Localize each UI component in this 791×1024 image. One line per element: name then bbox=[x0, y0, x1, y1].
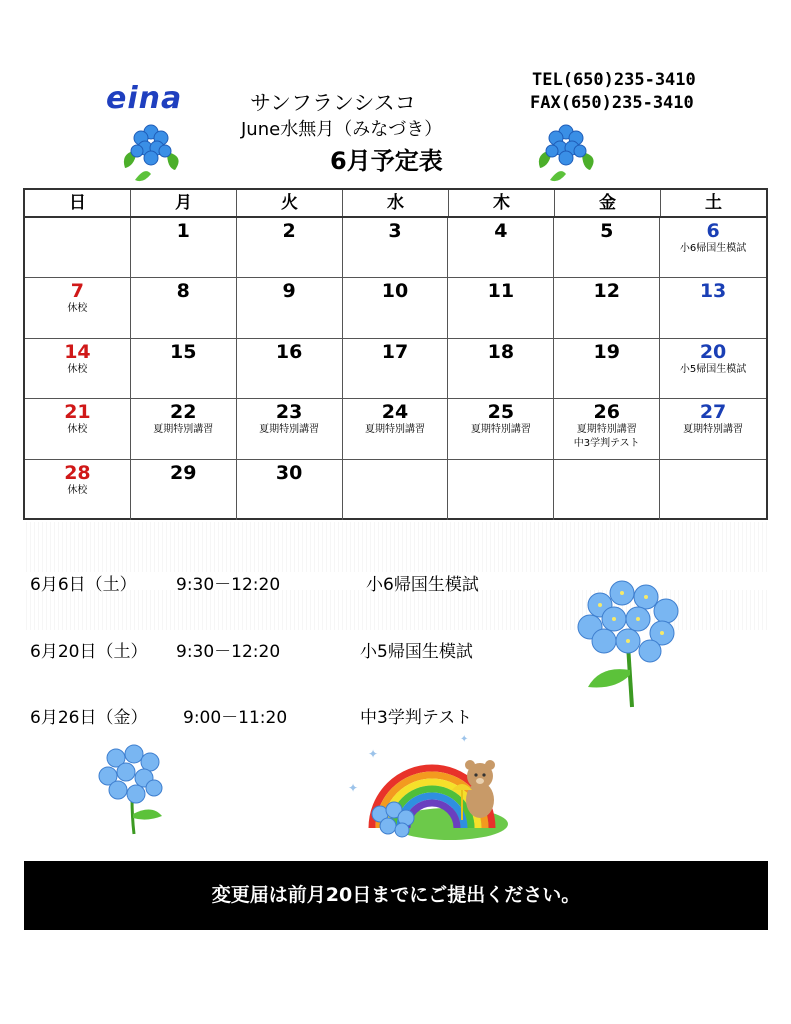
hydrangea-icon bbox=[115, 118, 187, 188]
schedule-date: 6月20日（土） bbox=[30, 642, 148, 662]
calendar-event-note: 夏期特別講習 bbox=[470, 424, 531, 436]
calendar-day-number: 24 bbox=[381, 401, 409, 424]
calendar-day-cell bbox=[554, 339, 660, 399]
calendar-day-number: 7 bbox=[70, 280, 85, 303]
footer-notice: 変更届は前月20日までにご提出ください。 bbox=[211, 884, 581, 906]
calendar-event-note: 休校 bbox=[67, 484, 88, 496]
schedule-time: 9:30－12:20 bbox=[176, 642, 281, 662]
calendar-day-cell bbox=[448, 399, 554, 459]
calendar-day-number: 1 bbox=[176, 220, 190, 242]
calendar-day-cell bbox=[660, 218, 766, 278]
calendar-day-number: 29 bbox=[170, 461, 197, 484]
calendar-event-note: 夏期特別講習 bbox=[259, 424, 320, 436]
calendar-day-number: 16 bbox=[275, 340, 303, 363]
calendar-day-cell bbox=[660, 460, 766, 520]
calendar-day-number: 11 bbox=[487, 280, 515, 303]
logo: eina bbox=[106, 81, 183, 116]
background-stripes bbox=[23, 522, 768, 572]
calendar-event-note: 休校 bbox=[67, 303, 88, 315]
calendar-table bbox=[23, 188, 768, 520]
calendar-day-number: 2 bbox=[282, 220, 296, 242]
calendar-event-note: 夏期特別講習 bbox=[364, 424, 425, 436]
school-name: サンフランシスコ bbox=[250, 91, 416, 115]
calendar-day-number: 3 bbox=[388, 220, 402, 242]
calendar-day-number: 18 bbox=[487, 340, 515, 363]
calendar-day-number: 27 bbox=[699, 401, 727, 424]
calendar-day-cell bbox=[237, 460, 343, 520]
calendar-event-note: 小6帰国生模試 bbox=[679, 243, 747, 254]
calendar-day-number: 17 bbox=[381, 340, 409, 363]
calendar-day-cell bbox=[237, 218, 343, 278]
svg-text:✦: ✦ bbox=[460, 734, 469, 745]
calendar-day-number: 5 bbox=[600, 220, 614, 242]
page-title: 6月予定表 bbox=[330, 147, 443, 175]
schedule-event: 中3学判テスト bbox=[360, 708, 473, 728]
calendar-event-note: 中3学判テスト bbox=[573, 438, 640, 450]
calendar-day-number: 26 bbox=[593, 401, 620, 424]
weekday-header: 水 bbox=[343, 190, 449, 216]
calendar-event-note: 休校 bbox=[67, 363, 88, 375]
calendar-day-cell bbox=[131, 339, 237, 399]
calendar-day-number: 21 bbox=[64, 401, 91, 424]
schedule-time: 9:30－12:20 bbox=[176, 575, 281, 595]
calendar-day-cell bbox=[448, 218, 554, 278]
calendar-day-cell bbox=[448, 339, 554, 399]
calendar-day-cell bbox=[343, 460, 449, 520]
calendar-day-cell bbox=[343, 278, 449, 338]
weekday-header: 金 bbox=[555, 190, 661, 216]
calendar-day-number: 12 bbox=[593, 280, 620, 303]
schedule-event: 小6帰国生模試 bbox=[366, 575, 479, 595]
weekday-header: 火 bbox=[237, 190, 343, 216]
calendar-day-number: 8 bbox=[176, 280, 190, 303]
schedule-event: 小5帰国生模試 bbox=[360, 642, 473, 662]
calendar-day-number: 20 bbox=[699, 340, 727, 363]
calendar-day-cell bbox=[25, 460, 131, 520]
calendar-event-note: 小5帰国生模試 bbox=[679, 363, 747, 375]
calendar-day-number: 23 bbox=[275, 401, 303, 424]
calendar-day-number: 22 bbox=[170, 401, 197, 424]
weekday-header: 木 bbox=[449, 190, 555, 216]
calendar-day-cell bbox=[448, 460, 554, 520]
calendar-day-number: 19 bbox=[593, 340, 620, 363]
calendar-day-number: 9 bbox=[282, 280, 296, 303]
weekday-header: 土 bbox=[705, 193, 722, 213]
fax-number: FAX(650)235-3410 bbox=[530, 93, 694, 113]
weekday-header: 日 bbox=[25, 190, 131, 216]
svg-text:✦: ✦ bbox=[368, 747, 379, 761]
calendar-day-number: 25 bbox=[487, 401, 515, 424]
rainbow-icon bbox=[340, 728, 510, 846]
calendar-day-cell bbox=[554, 218, 660, 278]
schedule-date: 6月6日（土） bbox=[30, 575, 137, 595]
calendar-day-cell bbox=[237, 278, 343, 338]
calendar-day-number: 15 bbox=[170, 340, 197, 363]
calendar-event-note: 夏期特別講習 bbox=[576, 424, 637, 436]
calendar-day-cell bbox=[25, 399, 131, 459]
calendar-day-cell bbox=[660, 399, 766, 459]
weekday-header: 月 bbox=[131, 190, 237, 216]
calendar-day-number: 10 bbox=[381, 280, 409, 303]
calendar-day-cell bbox=[343, 399, 449, 459]
calendar-day-cell bbox=[131, 460, 237, 520]
month-subtitle: June水無月（みなづき） bbox=[241, 119, 443, 140]
calendar-header-row bbox=[25, 190, 766, 218]
hydrangea-icon bbox=[92, 742, 170, 837]
calendar-day-cell bbox=[554, 399, 660, 459]
calendar-event-note: 夏期特別講習 bbox=[153, 424, 214, 436]
calendar-day-cell bbox=[25, 339, 131, 399]
calendar-event-note: 夏期特別講習 bbox=[683, 424, 744, 436]
calendar-day-cell bbox=[343, 218, 449, 278]
calendar-day-cell bbox=[237, 399, 343, 459]
calendar-day-cell bbox=[660, 278, 766, 338]
calendar-day-cell bbox=[343, 339, 449, 399]
calendar-day-cell bbox=[660, 339, 766, 399]
calendar-day-number: 30 bbox=[275, 461, 303, 484]
hydrangea-icon bbox=[570, 575, 690, 710]
calendar-day-number: 14 bbox=[64, 340, 91, 363]
calendar-event-note: 休校 bbox=[67, 424, 88, 436]
hydrangea-icon bbox=[530, 118, 602, 188]
schedule-time: 9:00－11:20 bbox=[183, 708, 288, 728]
calendar-day-cell bbox=[25, 218, 131, 278]
calendar-day-cell bbox=[25, 278, 131, 338]
svg-text:✦: ✦ bbox=[348, 781, 359, 795]
calendar-day-number: 6 bbox=[706, 220, 720, 242]
calendar-day-number: 28 bbox=[64, 461, 91, 484]
calendar-day-cell bbox=[237, 339, 343, 399]
schedule-date: 6月26日（金） bbox=[30, 708, 148, 728]
calendar-day-cell bbox=[554, 460, 660, 520]
calendar-day-cell bbox=[131, 278, 237, 338]
calendar-day-number: 13 bbox=[699, 280, 727, 303]
tel-number: TEL(650)235-3410 bbox=[532, 70, 696, 90]
calendar-grid bbox=[25, 218, 766, 520]
calendar-day-cell bbox=[554, 278, 660, 338]
calendar-day-cell bbox=[131, 218, 237, 278]
calendar-day-cell bbox=[131, 399, 237, 459]
calendar-day-number: 4 bbox=[494, 220, 508, 242]
calendar-day-cell bbox=[448, 278, 554, 338]
